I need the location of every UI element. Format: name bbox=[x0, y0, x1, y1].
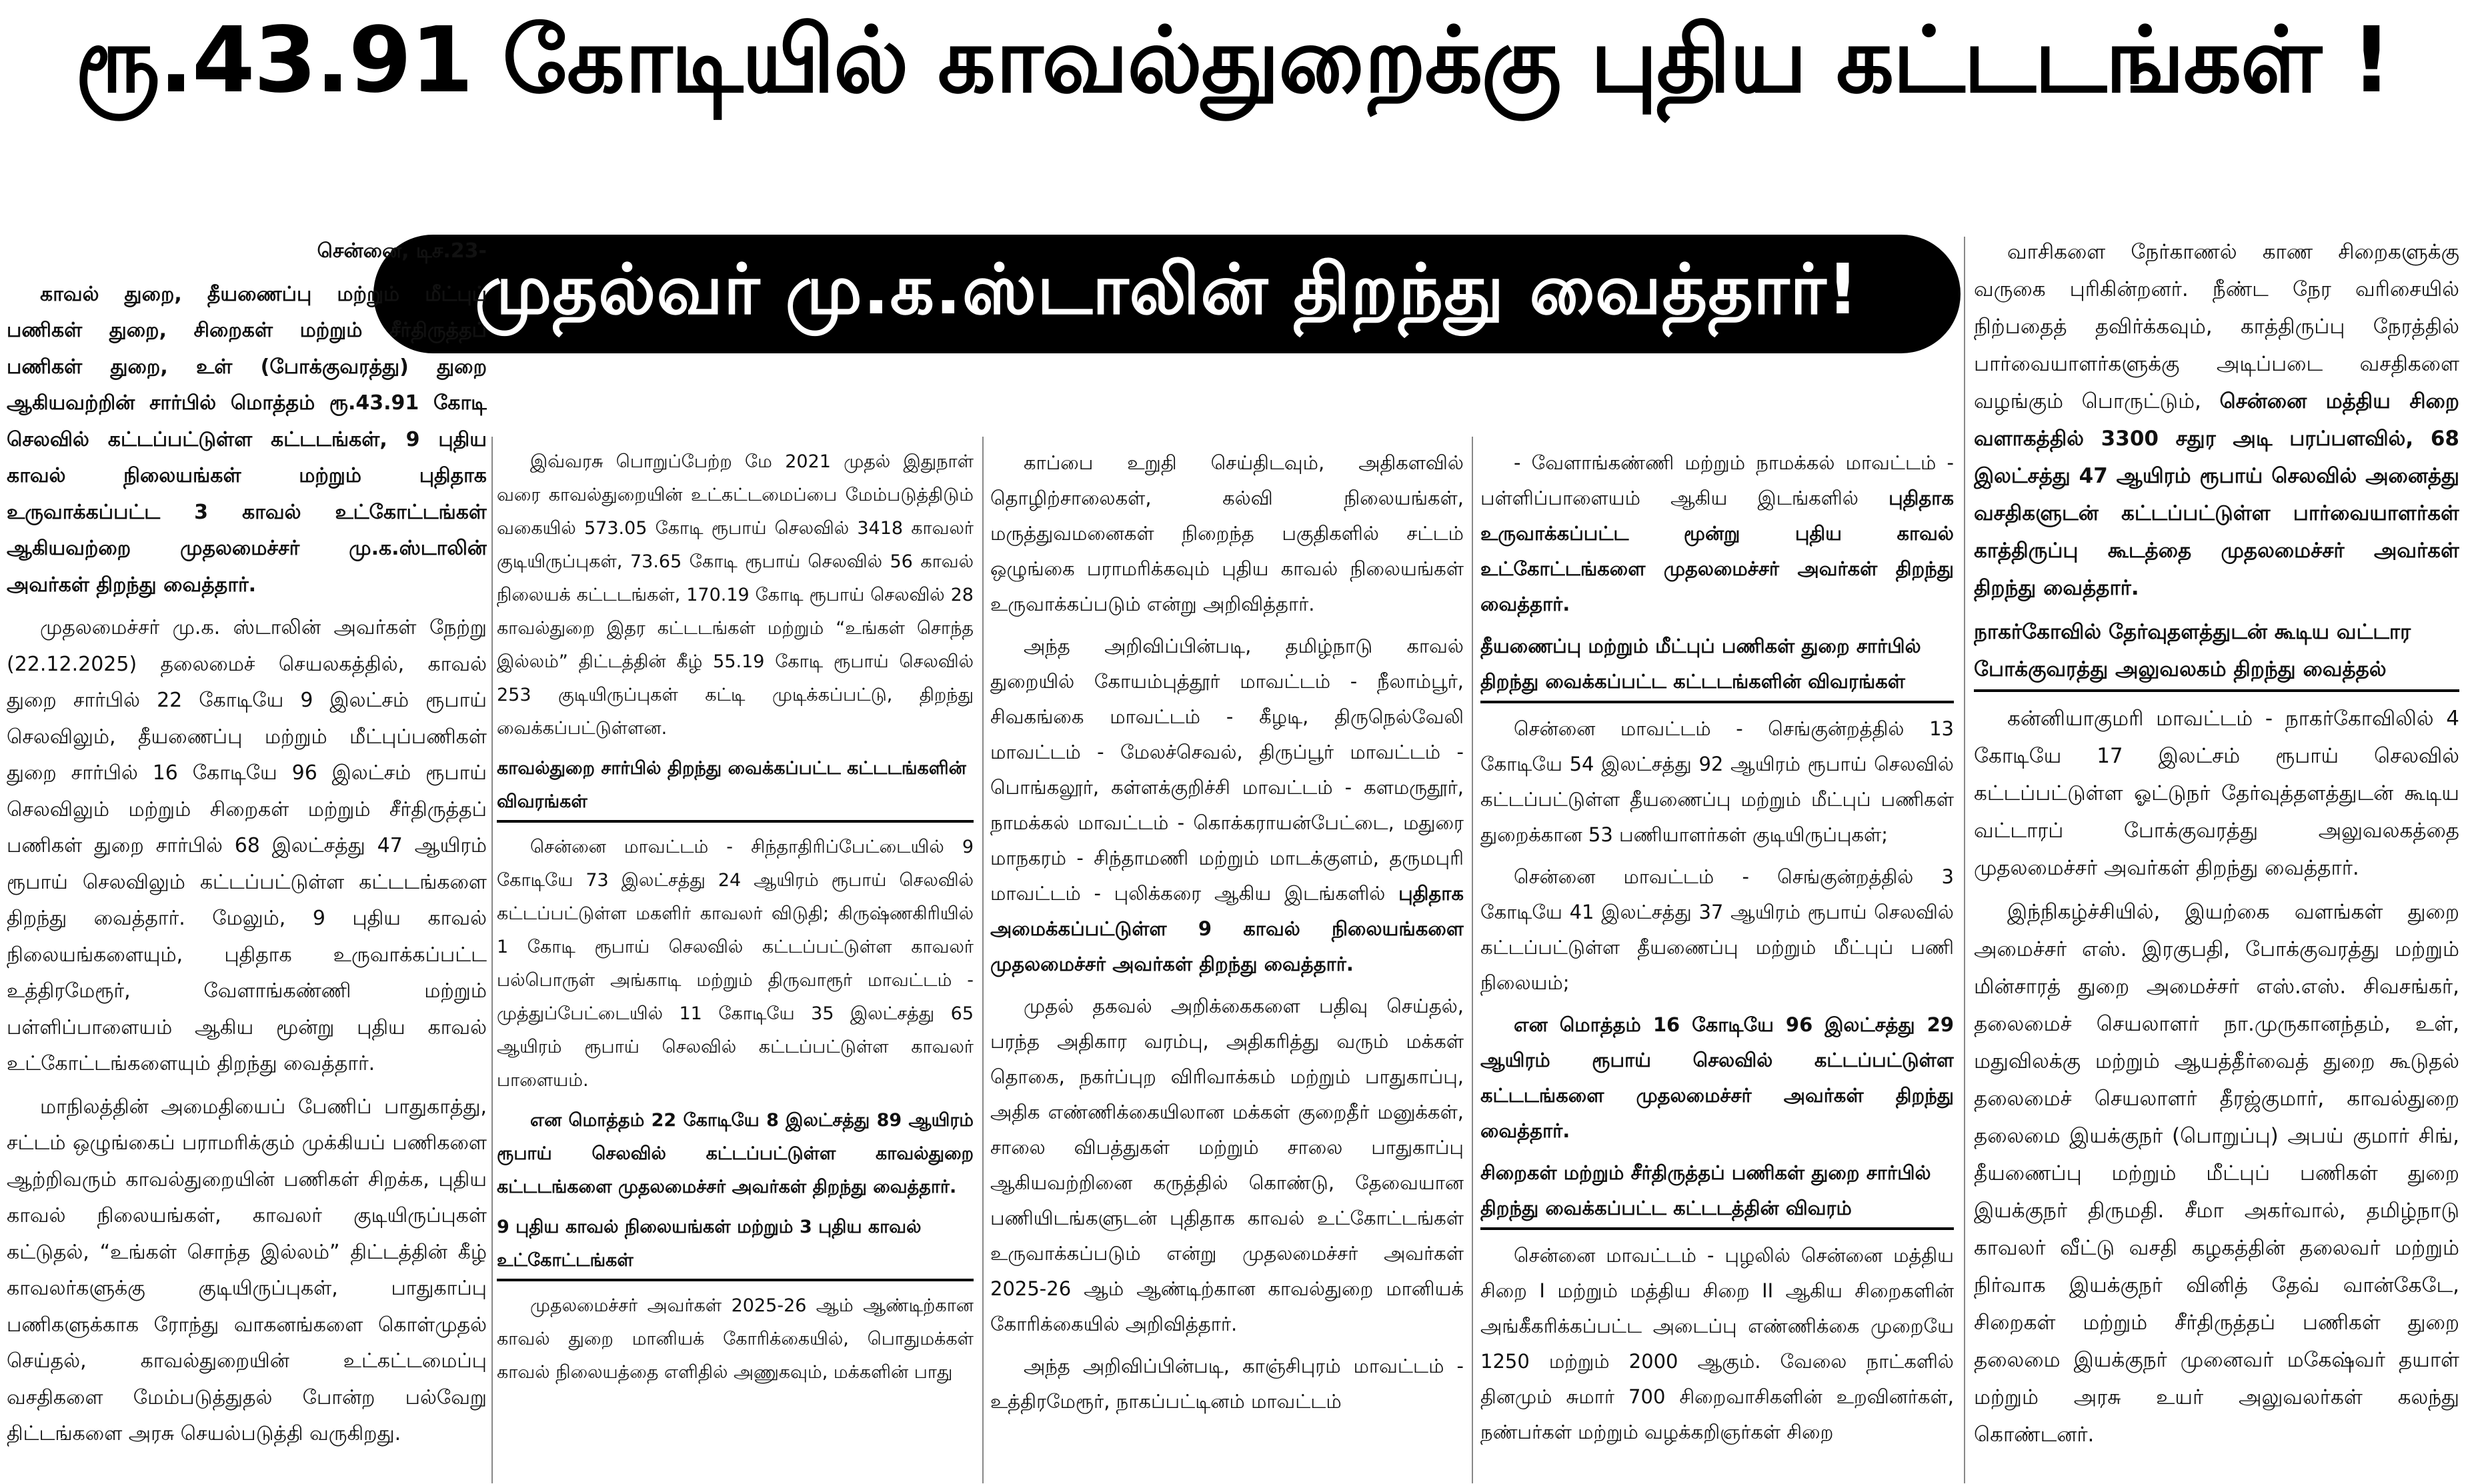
article-column-2 bbox=[497, 445, 974, 1483]
headline: ரூ.43.91 கோடியில் காவல்துறைக்கு புதிய கட்டடங்கள் ! bbox=[75, 8, 2391, 113]
paragraph: கன்னியாகுமரி மாவட்டம் - நாகர்கோவிலில் 4 கோடியே 17 இலட்சம் ரூபாய் செலவில் கட்டப்பட்டுள்ள ஓட்டுநர் தேர்வுத்தளத்துடன் கூடிய வட்டாரப் போக்குவரத்து அலுவலகத்தை முதலமைச்சர் அவர்கள் திறந்து வைத்தார். bbox=[1974, 707, 2459, 880]
article-column-4 bbox=[1480, 445, 1954, 1483]
paragraph: என மொத்தம் 16 கோடியே 96 இலட்சத்து 29 ஆயிரம் ரூபாய் செலவில் கட்டப்பட்டுள்ள கட்டடங்களை முதலமைச்சர் அவர்கள் திறந்து வைத்தார். bbox=[1480, 1013, 1954, 1142]
paragraph bbox=[1480, 445, 1954, 622]
paragraph: என மொத்தம் 22 கோடியே 8 இலட்சத்து 89 ஆயிரம் ரூபாய் செலவில் கட்டப்பட்டுள்ள காவல்துறை கட்டடங்களை முதலமைச்சர் அவர்கள் திறந்து வைத்தார். bbox=[497, 1110, 974, 1197]
paragraph: முதலமைச்சர் மு.க. ஸ்டாலின் அவர்கள் நேற்று (22.12.2025) தலைமைச் செயலகத்தில், காவல் துறை சார்பில் 22 கோடியே 9 இலட்சம் ரூபாய் செலவிலும், தீயணைப்பு மற்றும் மீட்புப்பணிகள் துறை சார்பில் 16 கோடியே 96 இலட்சம் ரூபாய் செலவிலும் மற்றும் சிறைகள் மற்றும் சீர்திருத்தப் பணிகள் துறை சார்பில் 68 இலட்சத்து 47 ஆயிரம் ரூபாய் செலவிலும் கட்டப்பட்டுள்ள கட்டடங்களை திறந்து வைத்தார். மேலும், 9 புதிய காவல் நிலையங்களையும், புதிதாக உருவாக்கப்பட்ட உத்திரமேரூர், வேளாங்கண்ணி மற்றும் பள்ளிப்பாளையம் ஆகிய மூன்று புதிய காவல் உட்கோட்டங்களையும் திறந்து வைத்தார். bbox=[7, 616, 487, 1075]
paragraph-bold-text: புதிதாக அமைக்கப்பட்டுள்ள 9 காவல் நிலையங்களை முதலமைச்சர் அவர்கள் திறந்து வைத்தார். bbox=[990, 882, 1464, 975]
article-column-1 bbox=[7, 233, 487, 1483]
paragraph: இவ்வரசு பொறுப்பேற்ற மே 2021 முதல் இதுநாள் வரை காவல்துறையின் உட்கட்டமைப்பை மேம்படுத்திடும் வகையில் 573.05 கோடி ரூபாய் செலவில் 3418 காவலர் குடியிருப்புகள், 73.65 கோடி ரூபாய் செலவில் 56 காவல் நிலையக் கட்டடங்கள், 170.19 கோடி ரூபாய் செலவில் 28 காவல்துறை இதர கட்டடங்கள் மற்றும் “உங்கள் சொந்த இல்லம்” திட்டத்தின் கீழ் 55.19 கோடி ரூபாய் செலவில் 253 குடியிருப்புகள் கட்டி முடிக்கப்பட்டு, திறந்து வைக்கப்பட்டுள்ளன. bbox=[497, 451, 974, 739]
section-heading: காவல்துறை சார்பில் திறந்து வைக்கப்பட்ட கட்டடங்களின் விவரங்கள் bbox=[497, 752, 974, 823]
column-divider bbox=[491, 437, 493, 1483]
paragraph: மாநிலத்தின் அமைதியைப் பேணிப் பாதுகாத்து, சட்டம் ஒழுங்கைப் பராமரிக்கும் முக்கியப் பணிகளை ஆற்றிவரும் காவல்துறையின் பணிகள் சிறக்க, புதிய காவல் நிலையங்கள், காவலர் குடியிருப்புகள் கட்டுதல், “உங்கள் சொந்த இல்லம்” திட்டத்தின் கீழ் காவலர்களுக்கு குடியிருப்புகள், பாதுகாப்பு பணிகளுக்காக ரோந்து வாகனங்களை கொள்முதல் செய்தல், காவல்துறையின் உட்கட்டமைப்பு வசதிகளை மேம்படுத்துதல் போன்ற பல்வேறு திட்டங்களை அரசு செயல்படுத்தி வருகிறது. bbox=[7, 1095, 487, 1445]
paragraph-text: வாசிகளை நேர்காணல் காண சிறைகளுக்கு வருகை புரிகின்றனர். நீண்ட நேர வரிசையில் நிற்பதைத் தவிர்க்கவும், காத்திருப்பு நேரத்தில் பார்வையாளர்களுக்கு அடிப்படை வசதிகளை வழங்கும் பொருட்டும், bbox=[1974, 240, 2459, 413]
dateline: சென்னை, டிச.23- bbox=[317, 239, 487, 263]
paragraph: சென்னை மாவட்டம் - செங்குன்றத்தில் 13 கோடியே 54 இலட்சத்து 92 ஆயிரம் ரூபாய் செலவில் கட்டப்பட்டுள்ள தீயணைப்பு மற்றும் மீட்புப் பணிகள் துறைக்கான 53 பணியாளர்கள் குடியிருப்புகள்; bbox=[1480, 717, 1954, 846]
paragraph: அந்த அறிவிப்பின்படி, காஞ்சிபுரம் மாவட்டம் - உத்திரமேரூர், நாகப்பட்டினம் மாவட்டம் bbox=[990, 1355, 1464, 1413]
lead-paragraph: காவல் துறை, தீயணைப்பு மற்றும் மீட்புப் பணிகள் துறை, சிறைகள் மற்றும் சீர்திருத்தப் பணிகள் துறை, உள் (போக்குவரத்து) துறை ஆகியவற்றின் சார்பில் மொத்தம் ரூ.43.91 கோடி செலவில் கட்டப்பட்டுள்ள கட்டடங்கள், 9 புதிய காவல் நிலையங்கள் மற்றும் புதிதாக உருவாக்கப்பட்ட 3 காவல் உட்கோட்டங்கள் ஆகியவற்றை முதலமைச்சர் மு.க.ஸ்டாலின் அவர்கள் திறந்து வைத்தார். bbox=[7, 282, 487, 597]
paragraph-text: அந்த அறிவிப்பின்படி, தமிழ்நாடு காவல் துறையில் கோயம்புத்தூர் மாவட்டம் - நீலாம்பூர், சிவகங்கை மாவட்டம் - கீழடி, திருநெல்வேலி மாவட்டம் - மேலச்செவல், திருப்பூர் மாவட்டம் - பொங்கலூர், கள்ளக்குறிச்சி மாவட்டம் - களமருதூர், நாமக்கல் மாவட்டம் - கொக்கராயன்பேட்டை, மதுரை மாநகரம் - சிந்தாமணி மற்றும் மாடக்குளம், தருமபுரி மாவட்டம் - புலிக்கரை ஆகிய இடங்களில் bbox=[990, 635, 1464, 905]
paragraph-bold-text: சென்னை மத்திய சிறை வளாகத்தில் 3300 சதுர அடி பரப்பளவில், 68 இலட்சத்து 47 ஆயிரம் ரூபாய் செலவில் அனைத்து வசதிகளுடன் கட்டப்பட்டுள்ள பார்வையாளர்கள் காத்திருப்பு கூடத்தை முதலமைச்சர் அவர்கள் திறந்து வைத்தார். bbox=[1974, 389, 2459, 600]
paragraph-text: - வேளாங்கண்ணி மற்றும் நாமக்கல் மாவட்டம் - பள்ளிப்பாளையம் ஆகிய இடங்களில் bbox=[1480, 451, 1954, 509]
paragraph: முதல் தகவல் அறிக்கைகளை பதிவு செய்தல், பரந்த அதிகார வரம்பு, அதிகரித்து வரும் மக்கள் தொகை, நகர்ப்புற விரிவாக்கம் மற்றும் பாதுகாப்பு, அதிக எண்ணிக்கையிலான மக்கள் குறைதீர் மனுக்கள், சாலை விபத்துகள் மற்றும் சாலை பாதுகாப்பு ஆகியவற்றினை கருத்தில் கொண்டு, தேவையான பணியிடங்களுடன் புதிதாக காவல் உட்கோட்டங்கள் உருவாக்கப்படும் என்று முதலமைச்சர் அவர்கள் 2025-26 ஆம் ஆண்டிற்கான காவல்துறை மானியக் கோரிக்கையில் அறிவித்தார். bbox=[990, 995, 1464, 1335]
paragraph: காப்பை உறுதி செய்திடவும், அதிகளவில் தொழிற்சாலைகள், கல்வி நிலையங்கள், மருத்துவமனைகள் நிறைந்த பகுதிகளில் சட்டம் ஒழுங்கை பராமரிக்கவும் புதிய காவல் நிலையங்கள் உருவாக்கப்படும் என்று அறிவித்தார். bbox=[990, 451, 1464, 615]
paragraph: இந்நிகழ்ச்சியில், இயற்கை வளங்கள் துறை அமைச்சர் எஸ். இரகுபதி, போக்குவரத்து மற்றும் மின்சாரத் துறை அமைச்சர் எஸ்.எஸ். சிவசங்கர், தலைமைச் செயலாளர் நா.முருகானந்தம், உள், மதுவிலக்கு மற்றும் ஆயத்தீர்வைத் துறை கூடுதல் தலைமைச் செயலாளர் தீரஜ்குமார், காவல்துறை தலைமை இயக்குநர் (பொறுப்பு) அபய் குமார் சிங், தீயணைப்பு மற்றும் மீட்புப் பணிகள் துறை இயக்குநர் திருமதி. சீமா அகர்வால், தமிழ்நாடு காவலர் வீட்டு வசதி கழகத்தின் தலைவர் மற்றும் நிர்வாக இயக்குநர் வினித் தேவ் வான்கேடே, சிறைகள் மற்றும் சீர்திருத்தப் பணிகள் துறை தலைமை இயக்குநர் முனைவர் மகேஷ்வர் தயாள் மற்றும் அரசு உயர் அலுவலர்கள் கலந்து கொண்டனர். bbox=[1974, 900, 2459, 1447]
subheadline-banner bbox=[373, 235, 1961, 353]
paragraph: சென்னை மாவட்டம் - சிந்தாதிரிப்பேட்டையில் 9 கோடியே 73 இலட்சத்து 24 ஆயிரம் ரூபாய் செலவில் கட்டப்பட்டுள்ள மகளிர் காவலர் விடுதி; கிருஷ்ணகிரியில் 1 கோடி ரூபாய் செலவில் கட்டப்பட்டுள்ள காவலர் பல்பொருள் அங்காடி மற்றும் திருவாரூர் மாவட்டம் - முத்துப்பேட்டையில் 11 கோடியே 35 இலட்சத்து 65 ஆயிரம் ரூபாய் செலவில் கட்டப்பட்டுள்ள காவலர் பாளையம். bbox=[497, 837, 974, 1091]
section-heading: சிறைகள் மற்றும் சீர்திருத்தப் பணிகள் துறை சார்பில் திறந்து வைக்கப்பட்ட கட்டடத்தின் விவரம் bbox=[1480, 1155, 1954, 1230]
paragraph-bold-text: புதிதாக உருவாக்கப்பட்ட மூன்று புதிய காவல் உட்கோட்டங்களை முதலமைச்சர் அவர்கள் திறந்து வைத்தார். bbox=[1480, 487, 1954, 615]
paragraph bbox=[990, 629, 1464, 982]
section-heading: நாகர்கோவில் தேர்வுதளத்துடன் கூடிய வட்டார போக்குவரத்து அலுவலகம் திறந்து வைத்தல் bbox=[1974, 613, 2459, 692]
paragraph: சென்னை மாவட்டம் - புழலில் சென்னை மத்திய சிறை I மற்றும் மத்திய சிறை II ஆகிய சிறைகளின் அங்கீகரிக்கப்பட்ட அடைப்பு எண்ணிக்கை முறையே 1250 மற்றும் 2000 ஆகும். வேலை நாட்களில் தினமும் சுமார் 700 சிறைவாசிகளின் உறவினர்கள், நண்பர்கள் மற்றும் வழக்கறிஞர்கள் சிறை bbox=[1480, 1244, 1954, 1443]
paragraph: முதலமைச்சர் அவர்கள் 2025-26 ஆம் ஆண்டிற்கான காவல் துறை மானியக் கோரிக்கையில், பொதுமக்கள் காவல் நிலையத்தை எளிதில் அணுகவும், மக்களின் பாது bbox=[497, 1295, 974, 1383]
subheadline-text: முதல்வர் மு.க.ஸ்டாலின் திறந்து வைத்தார்! bbox=[474, 249, 1860, 330]
column-divider bbox=[1964, 237, 1965, 1483]
paragraph bbox=[1974, 233, 2459, 607]
article-column-5 bbox=[1974, 233, 2459, 1483]
column-divider bbox=[982, 437, 984, 1483]
paragraph: சென்னை மாவட்டம் - செங்குன்றத்தில் 3 கோடியே 41 இலட்சத்து 37 ஆயிரம் ரூபாய் செலவில் கட்டப்பட்டுள்ள தீயணைப்பு மற்றும் மீட்புப் பணி நிலையம்; bbox=[1480, 865, 1954, 994]
section-heading: தீயணைப்பு மற்றும் மீட்புப் பணிகள் துறை சார்பில் திறந்து வைக்கப்பட்ட கட்டடங்களின் விவரங்கள் bbox=[1480, 629, 1954, 703]
article-column-3 bbox=[990, 445, 1464, 1483]
column-divider bbox=[1472, 437, 1473, 1483]
section-heading: 9 புதிய காவல் நிலையங்கள் மற்றும் 3 புதிய காவல் உட்கோட்டங்கள் bbox=[497, 1211, 974, 1281]
